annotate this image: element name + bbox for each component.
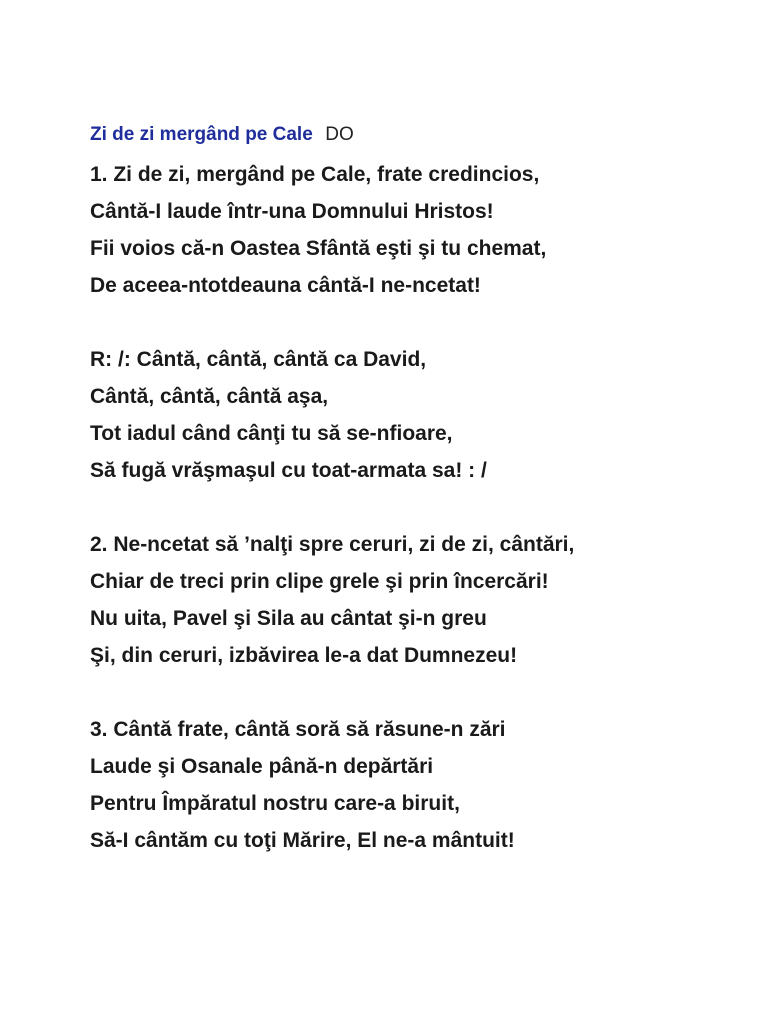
stanza-3 <box>90 711 750 859</box>
song-title: Zi de zi mergând pe Cale <box>90 124 313 145</box>
lyric-line: R: /: Cântă, cântă, cântă ca David, <box>90 348 427 371</box>
stanza-2 <box>90 526 750 674</box>
song-header <box>90 120 750 150</box>
stanza-1 <box>90 156 750 304</box>
lyric-line: Nu uita, Pavel şi Sila au cântat şi-n greu <box>90 607 487 630</box>
lyric-line: Pentru Împăratul nostru care-a biruit, <box>90 792 460 815</box>
song-key: DO <box>325 124 354 145</box>
lyric-line: Fii voios că-n Oastea Sfântă eşti şi tu chemat, <box>90 237 547 260</box>
lyric-line: Laude şi Osanale până-n depărtări <box>90 755 434 778</box>
lyric-line: Chiar de treci prin clipe grele şi prin încercări! <box>90 570 549 593</box>
lyric-line: Cântă-I laude într-una Domnului Hristos! <box>90 200 494 223</box>
lyric-line: 2. Ne-ncetat să ’nalţi spre ceruri, zi de zi, cântări, <box>90 533 575 556</box>
refrain <box>90 341 750 489</box>
lyric-line: Să fugă vrăşmaşul cu toat-armata sa! : / <box>90 459 487 482</box>
lyric-line: De aceea-ntotdeauna cântă-I ne-ncetat! <box>90 274 481 297</box>
lyric-line: 3. Cântă frate, cântă soră să răsune-n zări <box>90 718 506 741</box>
lyric-line: 1. Zi de zi, mergând pe Cale, frate credincios, <box>90 163 540 186</box>
song-page <box>90 120 750 859</box>
lyric-line: Tot iadul când cânţi tu să se-nfioare, <box>90 422 453 445</box>
lyric-line: Cântă, cântă, cântă aşa, <box>90 385 329 408</box>
lyric-line: Să-I cântăm cu toţi Mărire, El ne-a mântuit! <box>90 829 515 852</box>
lyric-line: Şi, din ceruri, izbăvirea le-a dat Dumnezeu! <box>90 644 518 667</box>
